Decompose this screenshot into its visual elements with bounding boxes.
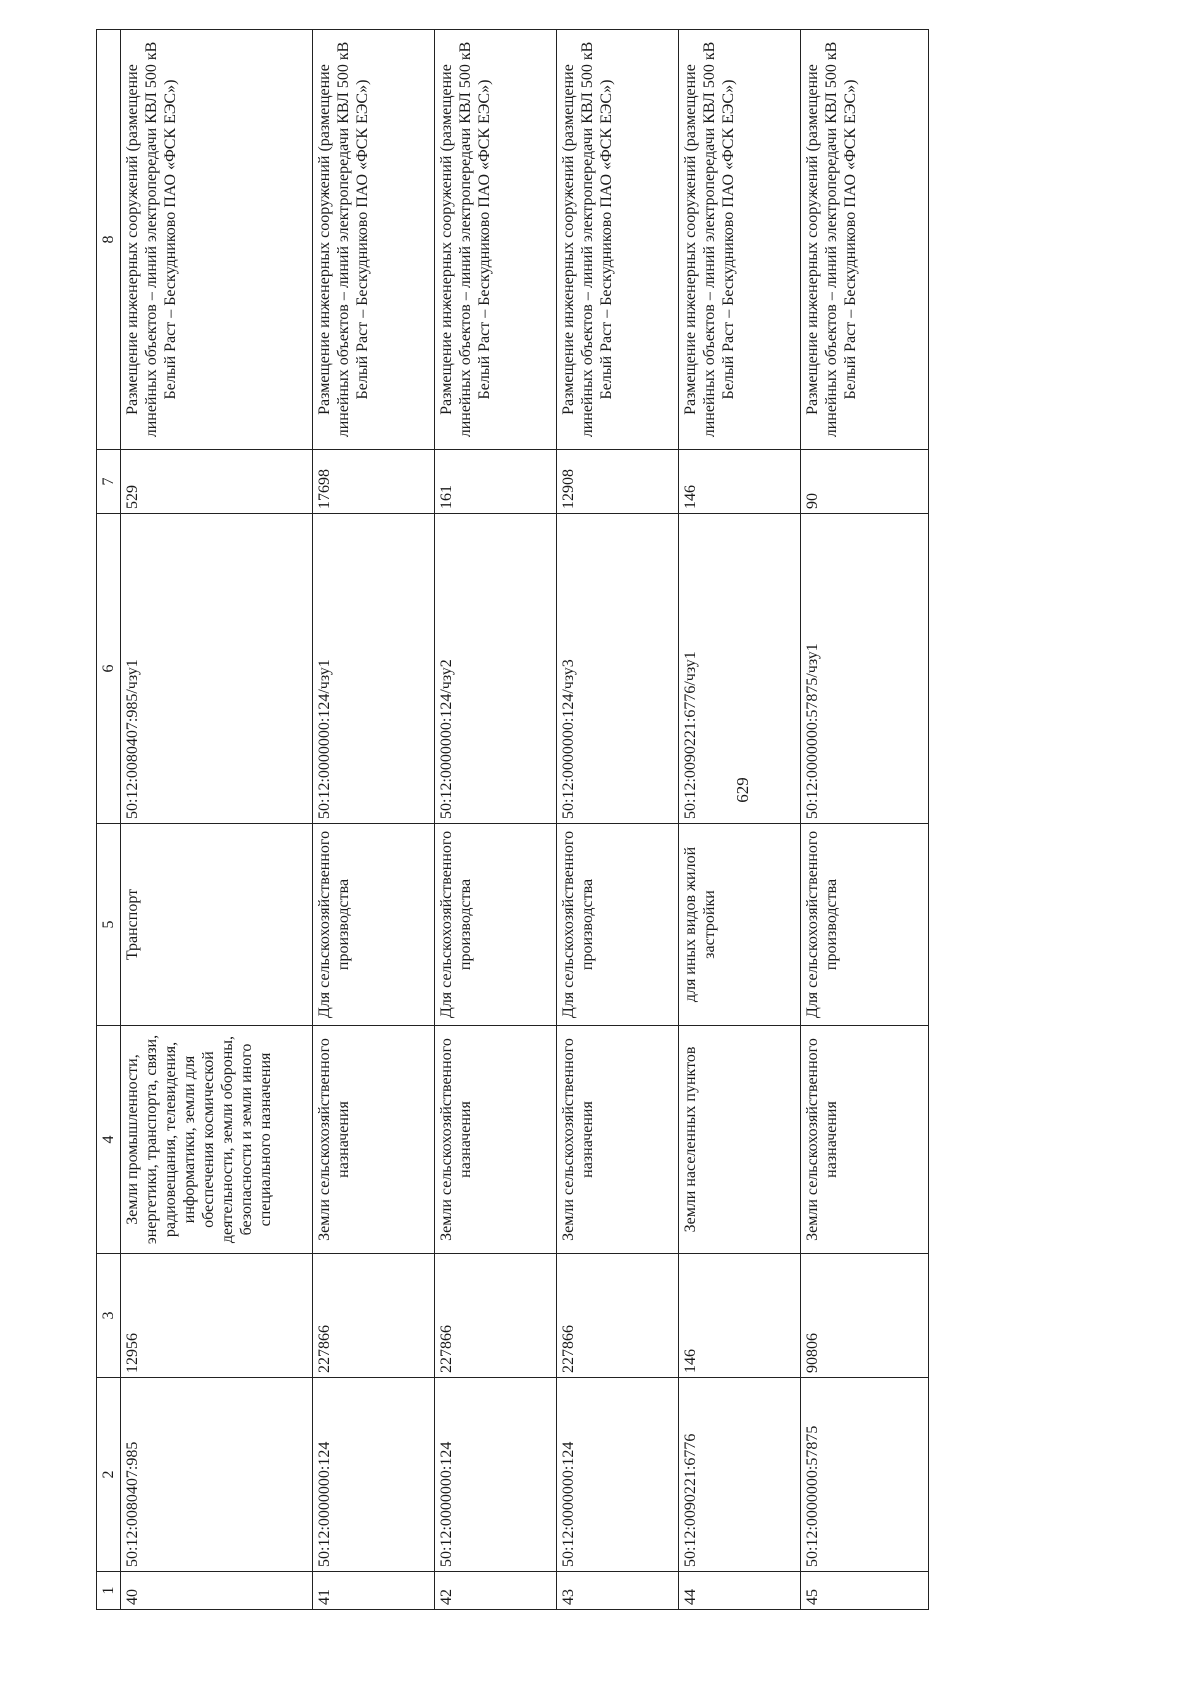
- cadastral-number: 50:12:0000000:124: [557, 1378, 679, 1572]
- permitted-use: Для сельскохозяйственного производства: [313, 824, 435, 1026]
- permitted-use: Для сельскохозяйственного производства: [557, 824, 679, 1026]
- part-cadastral-number: 50:12:0000000:57875/чзу1: [801, 514, 929, 824]
- purpose-description: Размещение инженерных сооружений (размещение линейных объектов – линий электропередачи КВЛ 500 кВ Белый Раст – Бескудниково ПАО «ФСК ЕЭС»): [121, 30, 313, 450]
- permitted-use: Для сельскохозяйственного производства: [801, 824, 929, 1026]
- permitted-use: Транспорт: [121, 824, 313, 1026]
- row-number: 45: [801, 1572, 929, 1610]
- part-cadastral-number: 50:12:0080407:985/чзу1: [121, 514, 313, 824]
- col-header-3: 3: [97, 1254, 121, 1378]
- table-row: [313, 30, 435, 1610]
- purpose-description: Размещение инженерных сооружений (размещение линейных объектов – линий электропередачи КВЛ 500 кВ Белый Раст – Бескудниково ПАО «ФСК ЕЭС»): [313, 30, 435, 450]
- col-header-4: 4: [97, 1026, 121, 1254]
- permitted-use: Для сельскохозяйственного производства: [435, 824, 557, 1026]
- purpose-description: Размещение инженерных сооружений (размещение линейных объектов – линий электропередачи КВЛ 500 кВ Белый Раст – Бескудниково ПАО «ФСК ЕЭС»): [435, 30, 557, 450]
- land-category: Земли сельскохозяйственного назначения: [313, 1026, 435, 1254]
- part-area: 161: [435, 450, 557, 514]
- cadastral-number: 50:12:0000000:57875: [801, 1378, 929, 1572]
- row-number: 43: [557, 1572, 679, 1610]
- col-header-2: 2: [97, 1378, 121, 1572]
- plot-area: 90806: [801, 1254, 929, 1378]
- land-category: Земли сельскохозяйственного назначения: [557, 1026, 679, 1254]
- cadastral-number: 50:12:0000000:124: [313, 1378, 435, 1572]
- part-area: 529: [121, 450, 313, 514]
- plot-area: 227866: [435, 1254, 557, 1378]
- col-header-8: 8: [97, 30, 121, 450]
- part-area: 146: [679, 450, 801, 514]
- purpose-description: Размещение инженерных сооружений (размещение линейных объектов – линий электропередачи КВЛ 500 кВ Белый Раст – Бескудниково ПАО «ФСК ЕЭС»): [557, 30, 679, 450]
- land-category: Земли сельскохозяйственного назначения: [801, 1026, 929, 1254]
- land-category: Земли промышленности, энергетики, транспорта, связи, радиовещания, телевидения, информатики, земли для обеспечения космической деятельности, земли обороны, безопасности и земли иного специального назначения: [121, 1026, 313, 1254]
- plot-area: 12956: [121, 1254, 313, 1378]
- cadastral-number: 50:12:0000000:124: [435, 1378, 557, 1572]
- table-row: [435, 30, 557, 1610]
- part-area: 12908: [557, 450, 679, 514]
- part-cadastral-number: 50:12:0000000:124/чзу2: [435, 514, 557, 824]
- plot-area: 227866: [557, 1254, 679, 1378]
- row-number: 40: [121, 1572, 313, 1610]
- col-header-6: 6: [97, 514, 121, 824]
- purpose-description: Размещение инженерных сооружений (размещение линейных объектов – линий электропередачи КВЛ 500 кВ Белый Раст – Бескудниково ПАО «ФСК ЕЭС»): [801, 30, 929, 450]
- part-cadastral-number: 50:12:0090221:6776/чзу1: [679, 514, 801, 824]
- permitted-use: для иных видов жилой застройки: [679, 824, 801, 1026]
- col-header-5: 5: [97, 824, 121, 1026]
- purpose-description: Размещение инженерных сооружений (размещение линейных объектов – линий электропередачи КВЛ 500 кВ Белый Раст – Бескудниково ПАО «ФСК ЕЭС»): [679, 30, 801, 450]
- col-header-7: 7: [97, 450, 121, 514]
- land-category: Земли сельскохозяйственного назначения: [435, 1026, 557, 1254]
- part-area: 17698: [313, 450, 435, 514]
- cadastral-number: 50:12:0080407:985: [121, 1378, 313, 1572]
- part-cadastral-number: 50:12:0000000:124/чзу1: [313, 514, 435, 824]
- rotated-table-wrapper: [96, 30, 924, 1610]
- part-cadastral-number: 50:12:0000000:124/чзу3: [557, 514, 679, 824]
- plot-area: 227866: [313, 1254, 435, 1378]
- col-header-1: 1: [97, 1572, 121, 1610]
- plot-area: 146: [679, 1254, 801, 1378]
- land-plot-table: [96, 29, 929, 1610]
- page-number: 629: [732, 777, 752, 803]
- row-number: 44: [679, 1572, 801, 1610]
- table-row: [557, 30, 679, 1610]
- cadastral-number: 50:12:0090221:6776: [679, 1378, 801, 1572]
- header-row: [97, 30, 121, 1610]
- table-row: [679, 30, 801, 1610]
- part-area: 90: [801, 450, 929, 514]
- row-number: 42: [435, 1572, 557, 1610]
- land-category: Земли населенных пунктов: [679, 1026, 801, 1254]
- table-row: [121, 30, 313, 1610]
- table-row: [801, 30, 929, 1610]
- row-number: 41: [313, 1572, 435, 1610]
